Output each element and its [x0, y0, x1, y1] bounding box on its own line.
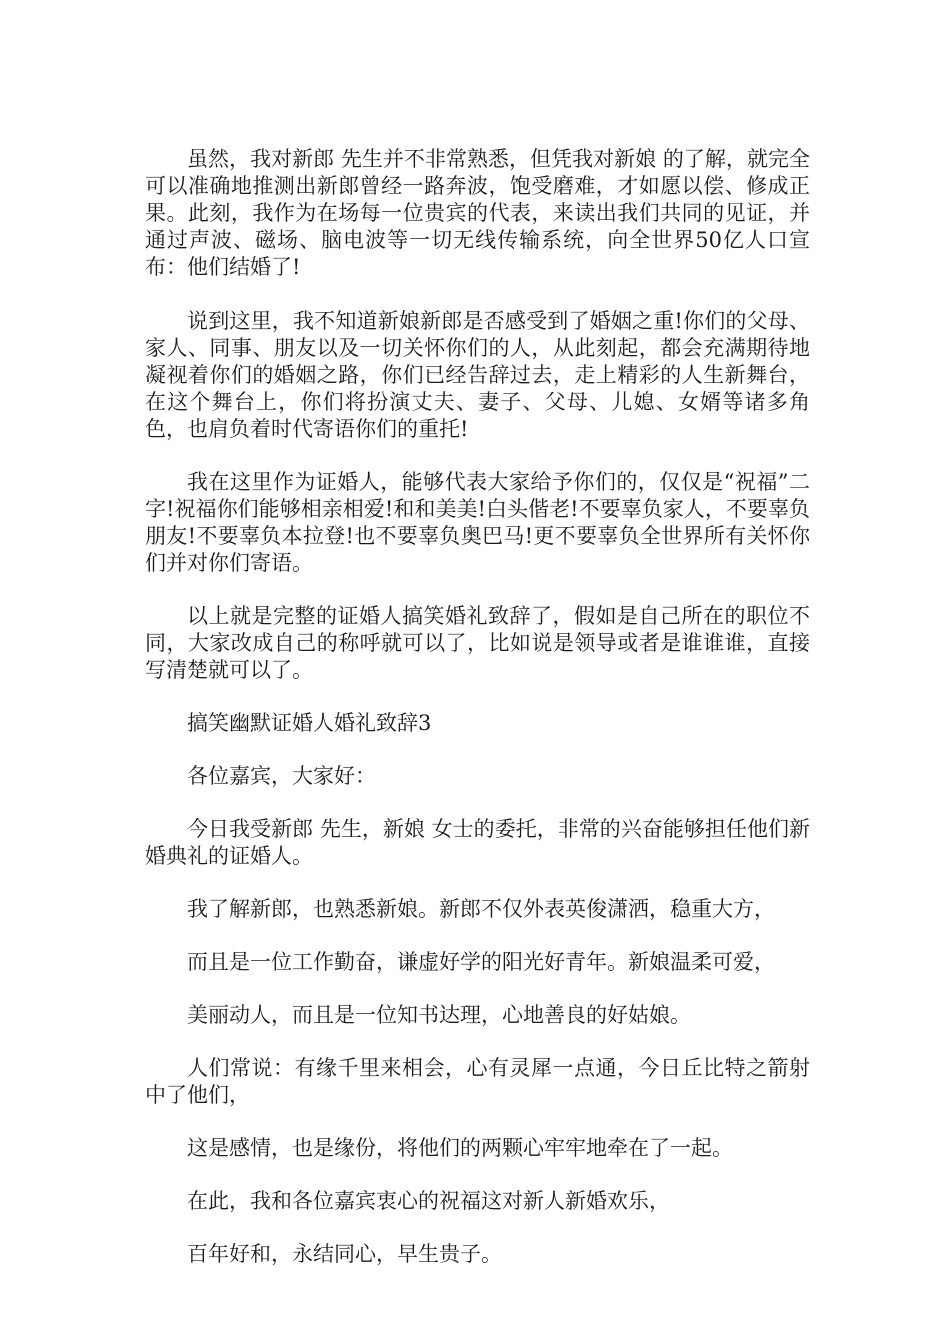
paragraph-groom-praise: 而且是一位工作勤奋，谦虚好学的阳光好青年。新娘温柔可爱， [187, 950, 775, 974]
paragraph-greeting: 各位嘉宾，大家好： [187, 764, 376, 788]
paragraph-wishes: 在此，我和各位嘉宾衷心的祝福这对新人新婚欢乐， [187, 1189, 670, 1213]
paragraph-marriage-weight: 说到这里，我不知道新娘新郎是否感受到了婚姻之重!你们的父母、家人、同事、朋友以及一切关怀你们的人，从此刻起，都会充满期待地凝视着你们的婚姻之路，你们已经告辞过去，走上精彩的人生新舞台，在这个舞台上，你们将扮演丈夫、妻子、父母、儿媳、女婿等诸多角色，也肩负着时代寄语你们的重托! [145, 309, 810, 441]
paragraph-fate: 人们常说：有缘千里来相会，心有灵犀一点通，今日丘比特之箭射中了他们， [145, 1056, 810, 1107]
section-heading: 搞笑幽默证婚人婚礼致辞3 [187, 711, 432, 735]
paragraph-bond: 这是感情，也是缘份，将他们的两颗心牢牢地牵在了一起。 [187, 1136, 733, 1160]
paragraph-blessing: 我在这里作为证婚人，能够代表大家给予你们的，仅仅是“祝福”二字!祝福你们能够相亲相爱!和和美美!白头偕老!不要辜负家人，不要辜负朋友!不要辜负本拉登!也不要辜负奥巴马!更不要辜负全世界所有关怀你们并对你们寄语。 [145, 470, 810, 575]
paragraph-intro: 虽然，我对新郎 先生并不非常熟悉，但凭我对新娘 的了解，就完全可以准确地推测出新郎曾经一路奔波，饱受磨难，才如愿以偿、修成正果。此刻，我作为在场每一位贵宾的代表，来读出我们共同的见证，并通过声波、磁场、脑电波等一切无线传输系统，向全世界50亿人口宣布：他们结婚了! [145, 147, 810, 279]
paragraph-note: 以上就是完整的证婚人搞笑婚礼致辞了，假如是自己所在的职位不同，大家改成自己的称呼就可以了，比如说是领导或者是谁谁谁，直接写清楚就可以了。 [145, 604, 810, 682]
document-body [145, 146, 810, 1294]
paragraph-final-wish: 百年好和，永结同心，早生贵子。 [187, 1242, 502, 1266]
paragraph-bride-praise: 美丽动人，而且是一位知书达理，心地善良的好姑娘。 [187, 1003, 691, 1027]
paragraph-entrusted: 今日我受新郎 先生，新娘 女士的委托，非常的兴奋能够担任他们新婚典礼的证婚人。 [145, 817, 810, 868]
paragraph-know-couple: 我了解新郎，也熟悉新娘。新郎不仅外表英俊潇洒，稳重大方， [187, 897, 775, 921]
